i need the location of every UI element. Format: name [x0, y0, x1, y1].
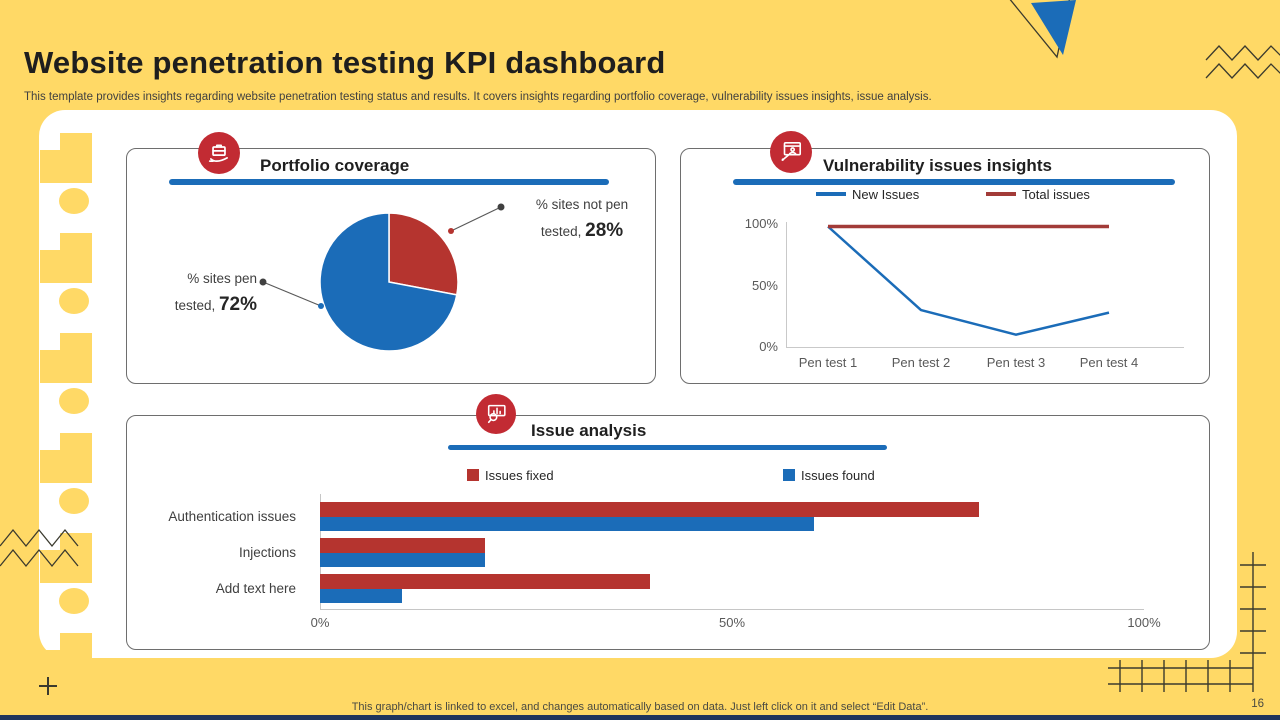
hand-briefcase-icon [198, 132, 240, 174]
legend-new-issues: New Issues [816, 186, 919, 202]
vulnerability-insights-card[interactable] [680, 148, 1210, 384]
bar-category-label: Add text here [215, 581, 296, 596]
issue-analysis-card[interactable] [126, 415, 1210, 650]
plus-decoration [39, 677, 57, 695]
bar-issues-fixed[interactable] [320, 574, 650, 589]
vulnerability-insights-title: Vulnerability issues insights [823, 156, 1052, 175]
bar-issues-found[interactable] [320, 517, 814, 531]
y-tick-label: 0% [759, 339, 778, 354]
board-magnifier-icon [476, 394, 516, 434]
bar-x-tick-label: 100% [1127, 615, 1161, 630]
bar-category-label: Authentication issues [168, 509, 296, 524]
pattern-dot [59, 488, 89, 514]
bar-issues-found[interactable] [320, 553, 485, 567]
pattern-dot [59, 588, 89, 614]
pattern-block [40, 350, 65, 383]
bar-x-tick-label: 50% [718, 615, 746, 630]
pattern-block [40, 550, 65, 583]
y-tick-label: 50% [751, 277, 778, 293]
x-tick-label: Pen test 2 [891, 355, 951, 370]
page-subtitle: This template provides insights regarding website penetration testing status and results. It covers insights regarding portfolio coverage, vulnerability issues insights, issue analysis. [24, 90, 932, 103]
pie-callout-not-tested: % sites not pen tested, 28% [535, 197, 629, 241]
legend-total-issues: Total issues [986, 186, 1090, 202]
blue-triangle-decoration [1031, 0, 1076, 55]
new-issues-line-swatch [816, 192, 846, 196]
bar-issues-fixed[interactable] [320, 502, 979, 517]
legend-issues-found: Issues found [783, 467, 875, 483]
pattern-block [40, 150, 65, 183]
browser-user-icon [770, 131, 812, 173]
x-tick-label: Pen test 1 [798, 355, 858, 370]
pattern-dot [59, 388, 89, 414]
bar-chart-x-axis-line [320, 609, 1144, 610]
pattern-block [40, 250, 65, 283]
pattern-dot [59, 288, 89, 314]
bottom-accent-bar [0, 715, 1280, 720]
footer-note: This graph/chart is linked to excel, and changes automatically based on data. Just left click on it and select “Edit Data”. [351, 701, 929, 713]
x-tick-label: Pen test 3 [986, 355, 1046, 370]
total-issues-line-swatch [986, 192, 1016, 196]
zigzag-top-right [1206, 46, 1280, 60]
page-number: 16 [1251, 698, 1264, 710]
pie-callout-tested: % sites pen tested, 72% [174, 271, 257, 315]
vulnerability-line-chart[interactable] [786, 216, 1186, 356]
issue-analysis-bar-chart[interactable] [127, 416, 1209, 649]
left-decoration-pattern [39, 110, 93, 658]
pattern-dot [59, 188, 89, 214]
bar-issues-fixed[interactable] [320, 538, 485, 553]
portfolio-coverage-title: Portfolio coverage [260, 156, 410, 175]
y-tick-label: 100% [744, 216, 778, 231]
pattern-block [40, 450, 65, 483]
bar-issues-found[interactable] [320, 589, 402, 603]
outline-triangle-decoration [1004, 0, 1071, 57]
portfolio-pie-chart[interactable] [127, 149, 655, 383]
pattern-block [40, 650, 65, 658]
pie-slice-0[interactable] [389, 213, 458, 295]
legend-issues-fixed: Issues fixed [467, 467, 554, 483]
issue-analysis-title: Issue analysis [531, 421, 647, 440]
x-tick-label: Pen test 4 [1079, 355, 1139, 370]
page-title: Website penetration testing KPI dashboard [24, 44, 666, 80]
line-series-0[interactable] [828, 227, 1109, 335]
bar-category-label: Injections [238, 545, 296, 560]
bar-x-tick-label: 0% [310, 615, 330, 630]
portfolio-coverage-card[interactable] [126, 148, 656, 384]
vulnerability-title-underline [733, 179, 1175, 185]
